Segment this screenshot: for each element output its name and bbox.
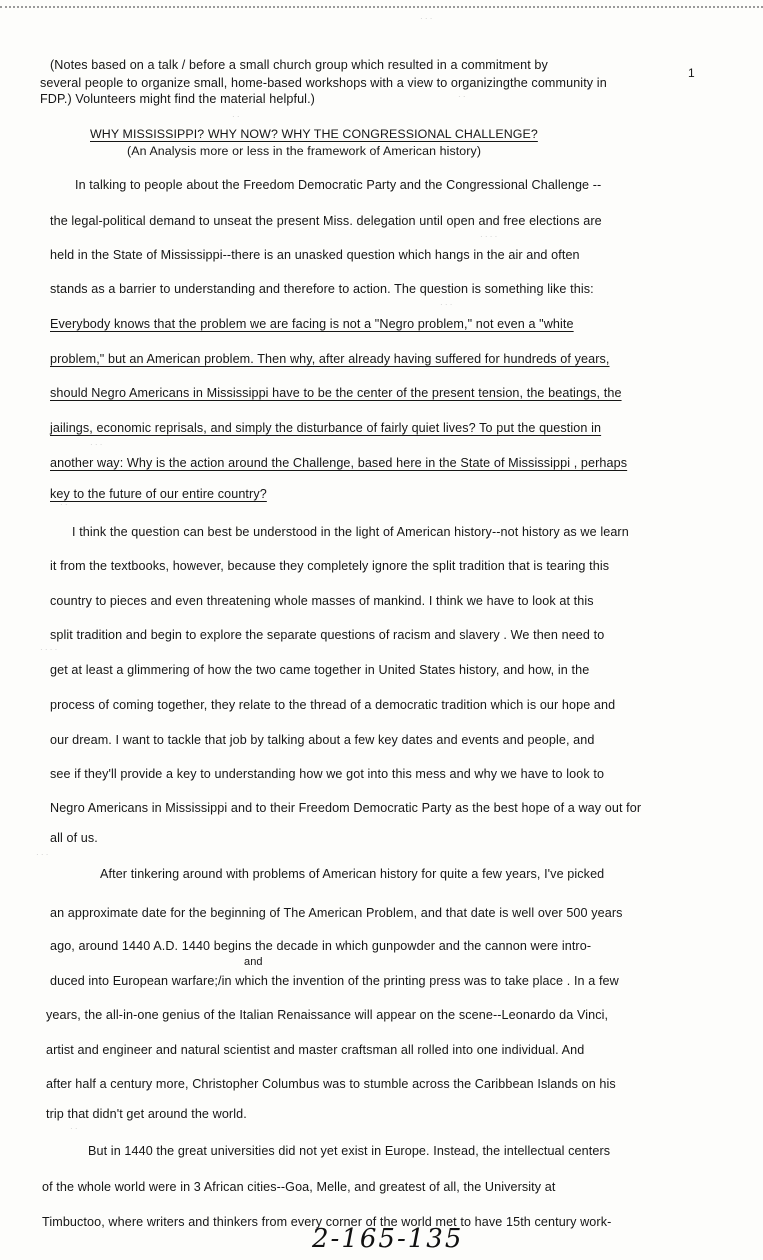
note-line-3: FDP.) Volunteers might find the material helpful.) (40, 92, 315, 106)
body-line: But in 1440 the great universities did not yet exist in Europe. Instead, the intellectual centers (88, 1144, 611, 1158)
body-line: get at least a glimmering of how the two came together in United States history, and how, in the (50, 663, 590, 677)
body-line: split tradition and begin to explore the separate questions of racism and slavery . We then need to (50, 628, 605, 642)
body-line: another way: Why is the action around the Challenge, based here in the State of Mississippi , perhaps (50, 456, 628, 470)
body-line: process of coming together, they relate to the thread of a democratic tradition which is our hope and (50, 698, 616, 712)
body-line: key to the future of our entire country? (50, 487, 267, 501)
body-line: stands as a barrier to understanding and therefore to action. The question is something like this: (50, 282, 594, 296)
scan-speck: · · · (420, 14, 433, 23)
body-line: of the whole world were in 3 African cities--Goa, Melle, and greatest of all, the University at (42, 1180, 556, 1194)
scan-speck: · · · · (480, 232, 498, 241)
scan-speck: · · (458, 92, 466, 101)
body-line: it from the textbooks, however, because they completely ignore the split tradition that is tearing this (50, 559, 610, 573)
scan-speck: · · · · (40, 645, 58, 654)
footnote-mark: 1 (688, 66, 695, 80)
body-line: the legal-political demand to unseat the present Miss. delegation until open and free elections are (50, 214, 602, 228)
handwritten-page-number: 2-165-135 (312, 1224, 464, 1254)
note-line-2: several people to organize small, home-based workshops with a view to organizingthe community in (40, 76, 607, 90)
body-line: see if they'll provide a key to understanding how we got into this mess and why we have to look to (50, 767, 605, 781)
body-line: Everybody knows that the problem we are facing is not a "Negro problem," not even a "white (50, 317, 574, 331)
scan-speck: · · (60, 500, 68, 509)
body-line: years, the all-in-one genius of the Italian Renaissance will appear on the scene--Leonardo da Vinci, (46, 1008, 609, 1022)
scan-speck: · · · (36, 850, 49, 859)
body-line: should Negro Americans in Mississippi have to be the center of the present tension, the beatings, the (50, 386, 622, 400)
body-line: after half a century more, Christopher Columbus was to stumble across the Caribbean Islands on his (46, 1077, 616, 1091)
body-line: all of us. (50, 831, 98, 845)
scan-speck: · · (232, 112, 240, 121)
body-line: artist and engineer and natural scientist and master craftsman all rolled into one individual. And (46, 1043, 585, 1057)
body-line: In talking to people about the Freedom Democratic Party and the Congressional Challenge -- (75, 178, 602, 192)
body-line: our dream. I want to tackle that job by talking about a few key dates and events and people, and (50, 733, 595, 747)
top-edge-line (0, 6, 763, 8)
body-line: an approximate date for the beginning of The American Problem, and that date is well over 500 years (50, 906, 623, 920)
body-line: country to pieces and even threatening whole masses of mankind. I think we have to look at this (50, 594, 594, 608)
body-line: trip that didn't get around the world. (46, 1107, 247, 1121)
body-line: Timbuctoo, where writers and thinkers from every corner of the world met to have 15th century work- (42, 1215, 612, 1229)
scan-speck: · · · (440, 300, 453, 309)
scan-speck: · · · (90, 440, 103, 449)
inserted-word: and (244, 956, 263, 968)
body-line: ago, around 1440 A.D. 1440 begins the decade in which gunpowder and the cannon were intro- (50, 939, 592, 953)
body-line: After tinkering around with problems of American history for quite a few years, I've picked (100, 867, 605, 881)
body-line: problem," but an American problem. Then why, after already having suffered for hundreds of years, (50, 352, 610, 366)
document-subtitle: (An Analysis more or less in the framework of American history) (127, 144, 482, 158)
body-line: jailings, economic reprisals, and simply the disturbance of fairly quiet lives? To put the question in (50, 421, 602, 435)
body-line: I think the question can best be understood in the light of American history--not history as we learn (72, 525, 629, 539)
scan-speck: · · (70, 1124, 78, 1133)
note-line-1: (Notes based on a talk / before a small church group which resulted in a commitment by (50, 58, 548, 72)
body-line: duced into European warfare;/in which the invention of the printing press was to take place . In a few (50, 974, 619, 988)
document-title: WHY MISSISSIPPI? WHY NOW? WHY THE CONGRESSIONAL CHALLENGE? (90, 127, 538, 141)
body-line: held in the State of Mississippi--there is an unasked question which hangs in the air and often (50, 248, 580, 262)
body-line: Negro Americans in Mississippi and to their Freedom Democratic Party as the best hope of a way out for (50, 801, 642, 815)
